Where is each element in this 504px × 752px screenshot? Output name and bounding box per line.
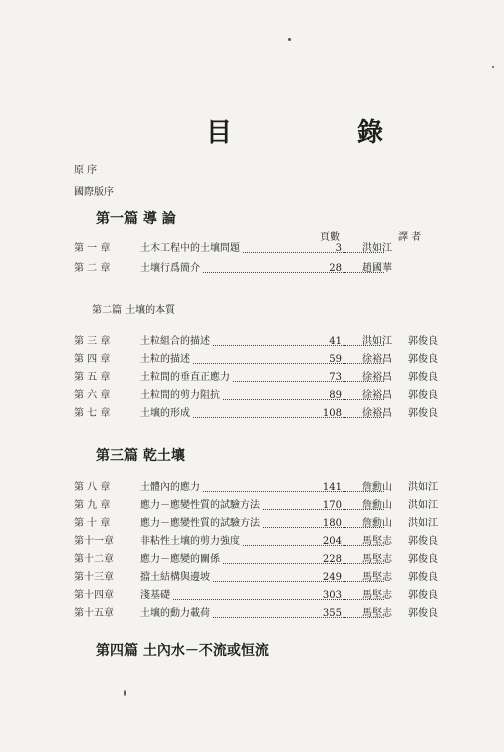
toc-row: [74, 406, 454, 422]
chapter-page: 180: [322, 518, 342, 529]
chapter-title: 應力－應變的關係: [140, 552, 222, 568]
translator-2: 洪如江: [408, 482, 438, 493]
chapter-title: 擋土結構與邊坡: [140, 570, 212, 586]
column-header-translator: 譯 者: [398, 232, 422, 243]
part-heading-1: 第一篇 導 論: [96, 211, 176, 227]
paper-speck: [124, 690, 126, 696]
chapter-page: 59: [329, 354, 342, 365]
translator-1: 詹勳山: [362, 500, 392, 511]
chapter-title: 應力－應變性質的試驗方法: [140, 498, 262, 514]
part-heading-2: 第二篇 土壤的本質: [92, 305, 176, 316]
translator-2: 郭俊良: [408, 390, 438, 401]
chapter-number: 第 三 章: [74, 336, 111, 347]
chapter-title: 非粘性土壤的剪力強度: [140, 534, 242, 550]
translator-1: 洪如江: [362, 243, 392, 254]
chapter-title: 土粒的描述: [140, 352, 192, 368]
chapter-number: 第十一章: [74, 536, 114, 547]
chapter-title: 土粒組合的描述: [140, 334, 212, 350]
translator-2: 洪如江: [408, 500, 438, 511]
front-matter-intl-preface: 國際版序: [74, 187, 114, 198]
chapter-page: 303: [322, 590, 342, 601]
toc-row: [74, 261, 454, 277]
paper-speck: [288, 38, 291, 41]
chapter-title: 應力－應變性質的試驗方法: [140, 516, 262, 532]
chapter-title: 土壤行爲簡介: [140, 261, 202, 277]
translator-2: 洪如江: [408, 518, 438, 529]
chapter-page: 249: [322, 572, 342, 583]
chapter-number: 第十二章: [74, 554, 114, 565]
translator-1: 馬堅志: [362, 590, 392, 601]
chapter-title: 土粒間的垂直正應力: [140, 370, 232, 386]
translator-1: 徐裕昌: [362, 354, 392, 365]
chapter-number: 第十三章: [74, 572, 114, 583]
part-heading-3: 第三篇 乾土壤: [96, 448, 185, 464]
translator-2: 郭俊良: [408, 354, 438, 365]
translator-1: 詹勳山: [362, 482, 392, 493]
chapter-page: 204: [322, 536, 342, 547]
translator-1: 徐裕昌: [362, 408, 392, 419]
translator-2: 郭俊良: [408, 572, 438, 583]
chapter-title: 土木工程中的土壤問題: [140, 241, 242, 257]
chapter-page: 3: [335, 243, 342, 254]
page-title: 目 錄: [206, 118, 442, 148]
chapter-title: 土壤的動力載荷: [140, 606, 212, 622]
translator-1: 詹勳山: [362, 518, 392, 529]
chapter-number: 第 九 章: [74, 500, 111, 511]
translator-1: 馬堅志: [362, 536, 392, 547]
paper-speck: [492, 66, 494, 68]
chapter-page: 41: [329, 336, 342, 347]
translator-2: 郭俊良: [408, 536, 438, 547]
translator-2: 郭俊良: [408, 554, 438, 565]
translator-2: 郭俊良: [408, 608, 438, 619]
chapter-title: 土體內的應力: [140, 480, 202, 496]
chapter-page: 170: [322, 500, 342, 511]
chapter-number: 第 二 章: [74, 263, 111, 274]
chapter-page: 355: [322, 608, 342, 619]
chapter-number: 第 四 章: [74, 354, 111, 365]
chapter-page: 228: [322, 554, 342, 565]
chapter-number: 第 一 章: [74, 243, 111, 254]
translator-2: 郭俊良: [408, 590, 438, 601]
translator-2: 郭俊良: [408, 336, 438, 347]
chapter-title: 淺基礎: [140, 588, 172, 604]
column-header-page: 頁數: [320, 232, 340, 243]
chapter-page: 73: [329, 372, 342, 383]
translator-1: 馬堅志: [362, 554, 392, 565]
chapter-number: 第 五 章: [74, 372, 111, 383]
chapter-title: 土壤的形成: [140, 406, 192, 422]
chapter-page: 89: [329, 390, 342, 401]
toc-row: [74, 241, 454, 257]
chapter-title: 土粒間的剪力阻抗: [140, 388, 222, 404]
translator-1: 徐裕昌: [362, 372, 392, 383]
chapter-number: 第 十 章: [74, 518, 111, 529]
chapter-number: 第 七 章: [74, 408, 111, 419]
front-matter-preface: 原 序: [74, 165, 98, 176]
part-heading-4: 第四篇 土內水－不流或恒流: [96, 643, 269, 659]
chapter-number: 第十五章: [74, 608, 114, 619]
chapter-number: 第十四章: [74, 590, 114, 601]
translator-1: 徐裕昌: [362, 390, 392, 401]
chapter-page: 108: [322, 408, 342, 419]
chapter-page: 28: [329, 263, 342, 274]
chapter-page: 141: [322, 482, 342, 493]
translator-1: 洪如江: [362, 336, 392, 347]
translator-2: 郭俊良: [408, 372, 438, 383]
translator-1: 馬堅志: [362, 608, 392, 619]
translator-1: 趙國華: [362, 263, 392, 274]
chapter-number: 第 八 章: [74, 482, 111, 493]
toc-row: [74, 606, 454, 622]
translator-1: 馬堅志: [362, 572, 392, 583]
chapter-number: 第 六 章: [74, 390, 111, 401]
translator-2: 郭俊良: [408, 408, 438, 419]
